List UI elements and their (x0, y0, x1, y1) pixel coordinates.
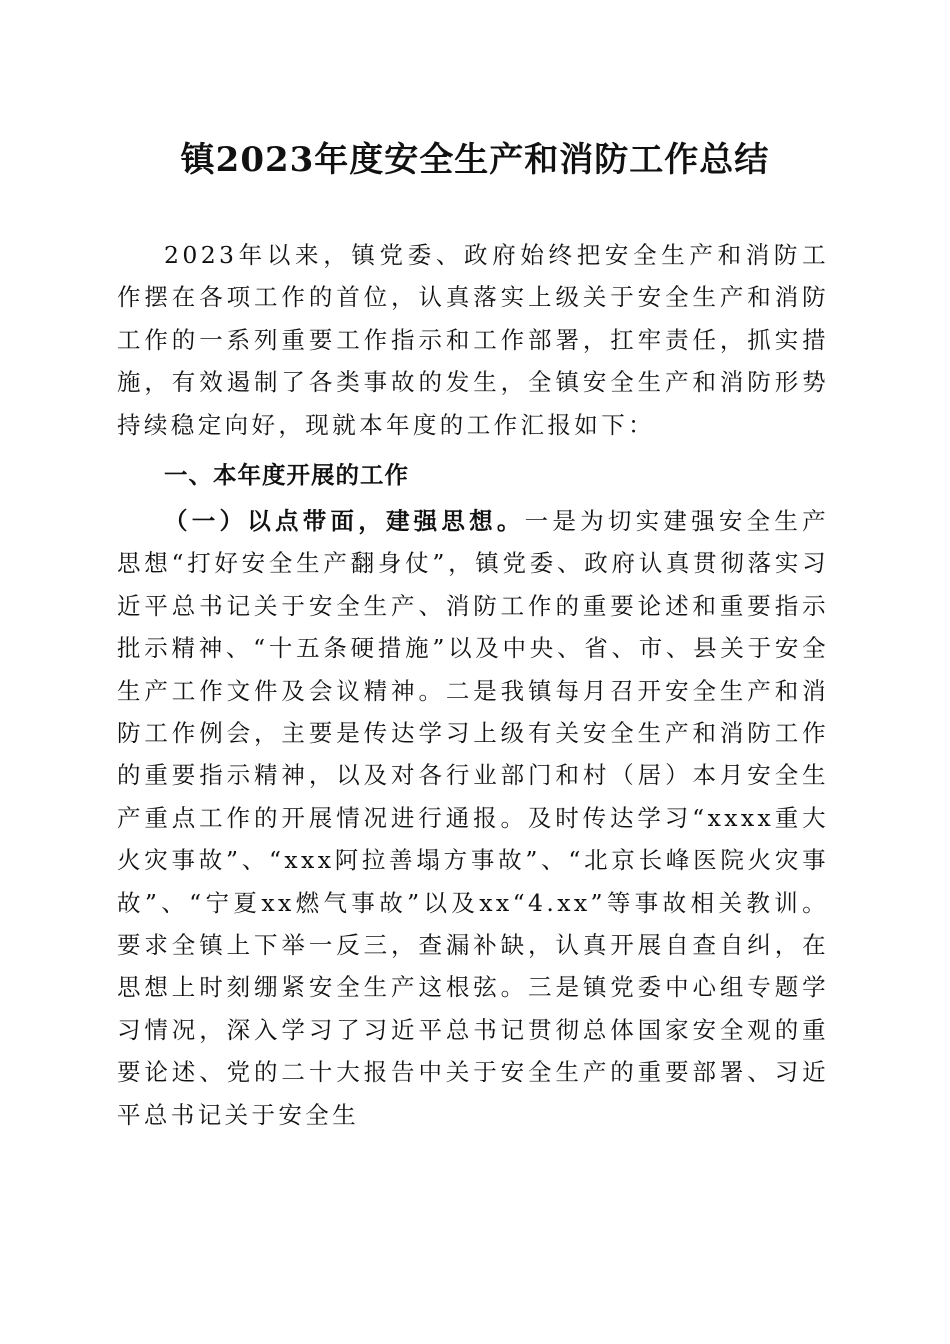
section-heading: 一、本年度开展的工作 (164, 461, 409, 489)
intro-paragraph: 2023年以来，镇党委、政府始终把安全生产和消防工作摆在各项工作的首位，认真落实上级关于安全生产和消防工作的一系列重要工作指示和工作部署，扛牢责任，抓实措施，有效遏制了各类事故的发生，全镇安全生产和消防形势持续稳定向好，现就本年度的工作汇报如下： (117, 241, 829, 439)
subsection-paragraph (117, 500, 829, 1136)
document-title: 镇2023年度安全生产和消防工作总结 (180, 140, 770, 180)
subsection-body: 一是为切实建强安全生产思想“打好安全生产翻身仗”，镇党委、政府认真贯彻落实习近平总书记关于安全生产、消防工作的重要论述和重要指示批示精神、“十五条硬措施”以及中央、省、市、县关于安全生产工作文件及会议精神。二是我镇每月召开安全生产和消防工作例会，主要是传达学习上级有关安全生产和消防工作的重要指示精神，以及对各行业部门和村（居）本月安全生产重点工作的开展情况进行通报。及时传达学习“xxxx重大火灾事故”、“xxx阿拉善塌方事故”、“北京长峰医院火灾事故”、“宁夏xx燃气事故”以及xx“4.xx”等事故相关教训。要求全镇上下举一反三，查漏补缺，认真开展自查自纠，在思想上时刻绷紧安全生产这根弦。三是镇党委中心组专题学习情况，深入学习了习近平总书记贯彻总体国家安全观的重要论述、党的二十大报告中关于安全生产的重要部署、习近平总书记关于安全生 (117, 507, 830, 1129)
subsection-lead: （一）以点带面，建强思想。 (164, 507, 525, 535)
